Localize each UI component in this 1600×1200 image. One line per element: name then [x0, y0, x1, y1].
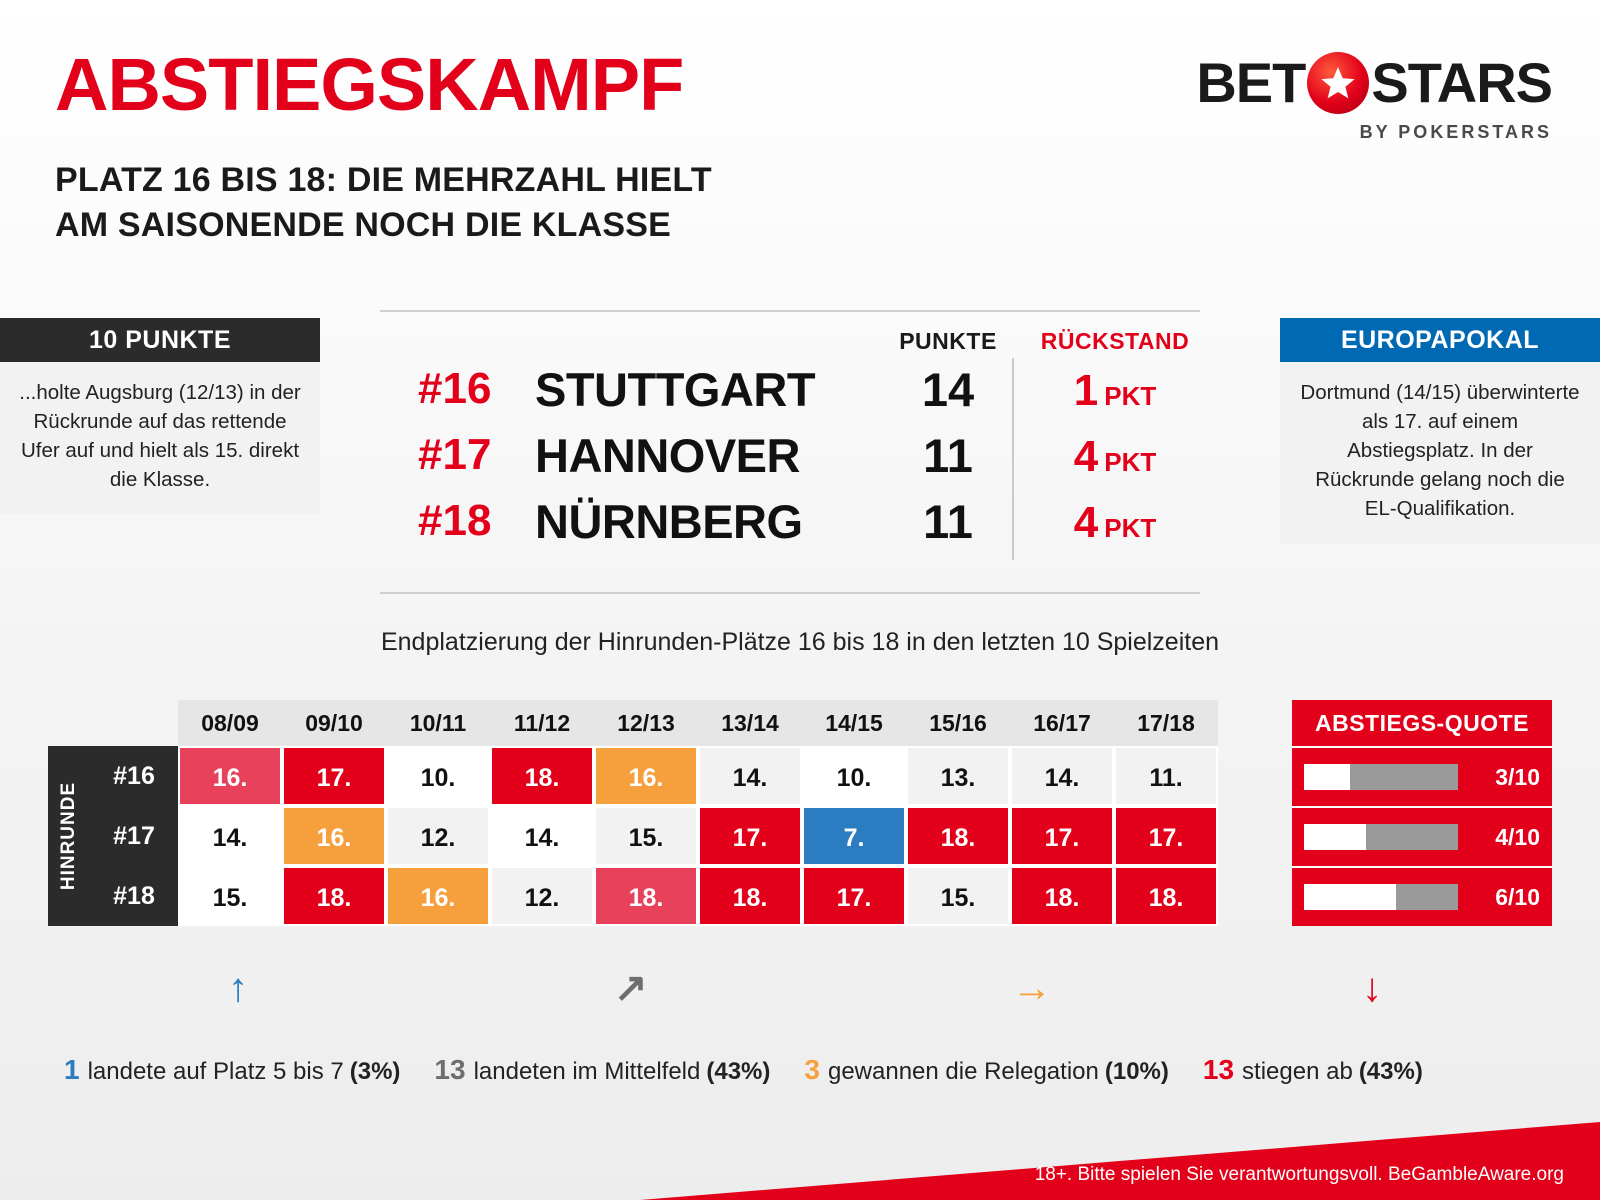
legend-count: 3 — [804, 1054, 820, 1085]
quote-bar-fill — [1304, 884, 1396, 910]
page-subtitle — [55, 158, 712, 248]
row-points: 11 — [923, 495, 973, 548]
footer-wedge — [0, 1122, 1600, 1200]
row-gap-value: 4 — [1073, 498, 1099, 547]
quote-bar-fill — [1304, 764, 1350, 790]
legend-count: 13 — [1202, 1054, 1235, 1085]
matrix-season-header: 09/10 — [282, 700, 386, 746]
table-row — [380, 422, 1200, 488]
matrix-row-label: #16 — [90, 746, 178, 806]
matrix-cell: 18. — [594, 866, 698, 926]
standings-header-row — [380, 312, 1200, 356]
star-ball-icon — [1307, 52, 1369, 114]
mid-section — [0, 296, 1600, 608]
matrix-cell: 12. — [386, 806, 490, 866]
row-gap-unit: PKT — [1104, 447, 1157, 477]
quote-bar — [1304, 884, 1458, 910]
row-gap-unit: PKT — [1104, 381, 1157, 411]
matrix-cell: 15. — [594, 806, 698, 866]
logo-bet-text: BET — [1196, 51, 1306, 114]
legend-text: stiegen ab — [1242, 1058, 1353, 1085]
row-rank: #16 — [418, 364, 492, 413]
legend-text: gewannen die Relegation — [827, 1058, 1099, 1085]
quote-rows — [1292, 746, 1552, 926]
legend-band — [48, 960, 1552, 1028]
logo-tagline: BY POKERSTARS — [1359, 122, 1552, 142]
matrix-season-header: 11/12 — [490, 700, 594, 746]
matrix-row-label: #18 — [90, 866, 178, 926]
matrix-season-header: 10/11 — [386, 700, 490, 746]
matrix-axis-label — [48, 746, 90, 926]
matrix-cell: 17. — [802, 866, 906, 926]
standings-table — [380, 310, 1200, 594]
legend-percent: (10%) — [1104, 1058, 1169, 1085]
footer-text: 18+. Bitte spielen Sie verantwortungsvoll. BeGambleAware.org — [1034, 1164, 1564, 1185]
matrix-row-label: #17 — [90, 806, 178, 866]
legend-percent: (43%) — [706, 1058, 771, 1085]
logo-stars-text: STARS — [1371, 51, 1552, 114]
matrix-row — [90, 866, 1218, 926]
matrix-cell: 16. — [282, 806, 386, 866]
quote-row — [1292, 806, 1552, 866]
legend-count: 13 — [434, 1054, 466, 1085]
matrix-cell: 14. — [698, 746, 802, 806]
quote-bar-fill — [1304, 824, 1366, 850]
matrix-cell: 14. — [1010, 746, 1114, 806]
matrix-cell: 17. — [1114, 806, 1218, 866]
left-callout — [0, 318, 320, 514]
legend-item — [64, 1054, 400, 1086]
matrix-cell: 12. — [490, 866, 594, 926]
page-title: ABSTIEGSKAMPF — [55, 43, 684, 126]
right-callout-caption: EUROPAPOKAL — [1280, 318, 1600, 362]
matrix-cell: 14. — [490, 806, 594, 866]
row-gap-unit: PKT — [1104, 513, 1157, 543]
row-gap-value: 1 — [1073, 366, 1099, 415]
matrix-cell: 17. — [698, 806, 802, 866]
legend-item — [804, 1054, 1169, 1086]
row-gap — [1030, 432, 1200, 482]
left-callout-text: ...holte Augsburg (12/13) in der Rückrunde auf das rettende Ufer auf und hielt als 15. direkt die Klasse. — [0, 362, 320, 514]
matrix-cell: 18. — [1114, 866, 1218, 926]
right-callout — [1280, 318, 1600, 544]
arrow-right-icon: → — [1012, 966, 1052, 1010]
matrix-cell: 18. — [698, 866, 802, 926]
quote-bar — [1304, 764, 1458, 790]
row-points: 11 — [923, 429, 973, 482]
table-row — [380, 488, 1200, 554]
matrix-season-header: 08/09 — [178, 700, 282, 746]
matrix-season-header: 13/14 — [698, 700, 802, 746]
matrix-season-header: 16/17 — [1010, 700, 1114, 746]
matrix-cell: 16. — [386, 866, 490, 926]
quote-row — [1292, 746, 1552, 806]
matrix-cell: 17. — [282, 746, 386, 806]
matrix-season-header: 17/18 — [1114, 700, 1218, 746]
header — [0, 0, 1600, 290]
matrix-axis-label-text: HINRUNDE — [58, 781, 79, 891]
matrix-season-header: 12/13 — [594, 700, 698, 746]
row-points: 14 — [921, 363, 975, 416]
quote-value: 3/10 — [1495, 763, 1540, 790]
row-team: HANNOVER — [535, 429, 800, 482]
matrix-body — [48, 746, 1218, 926]
matrix-season-header: 14/15 — [802, 700, 906, 746]
legend-percent: (43%) — [1358, 1058, 1423, 1085]
matrix-cell: 18. — [906, 806, 1010, 866]
footer — [0, 1122, 1600, 1200]
row-gap-value: 4 — [1073, 432, 1099, 481]
quote-bar — [1304, 824, 1458, 850]
left-callout-caption: 10 PUNKTE — [0, 318, 320, 362]
logo-wordmark — [1196, 52, 1552, 114]
arrow-down-icon: ↓ — [1362, 966, 1382, 1010]
matrix-row — [90, 746, 1218, 806]
matrix-season-header: 15/16 — [906, 700, 1010, 746]
matrix-row — [90, 806, 1218, 866]
row-rank: #18 — [418, 496, 492, 545]
matrix-cell: 16. — [178, 746, 282, 806]
matrix-cell: 18. — [490, 746, 594, 806]
matrix-cell: 18. — [1010, 866, 1114, 926]
subtitle-line-2: AM SAISONENDE NOCH DIE KLASSE — [55, 205, 671, 244]
legend-text: landete auf Platz 5 bis 7 — [87, 1058, 344, 1085]
row-gap — [1030, 366, 1200, 416]
matrix-cell: 15. — [178, 866, 282, 926]
matrix-cell: 14. — [178, 806, 282, 866]
row-team: NÜRNBERG — [535, 495, 803, 548]
matrix-cell: 7. — [802, 806, 906, 866]
right-callout-text: Dortmund (14/15) überwinterte als 17. auf einem Abstiegsplatz. In der Rückrunde gelang noch die EL-Qualifikation. — [1280, 362, 1600, 544]
quote-value: 4/10 — [1495, 823, 1540, 850]
arrow-up-right-icon: ↗ — [614, 966, 648, 1010]
row-team: STUTTGART — [535, 363, 816, 416]
matrix-cell: 13. — [906, 746, 1010, 806]
legend-item — [1203, 1054, 1423, 1086]
column-header-points: PUNKTE — [899, 328, 997, 354]
subtitle-line-1: PLATZ 16 BIS 18: DIE MEHRZAHL HIELT — [55, 161, 712, 199]
legend-count: 1 — [64, 1054, 80, 1085]
quote-value: 6/10 — [1495, 883, 1540, 910]
matrix-cell: 11. — [1114, 746, 1218, 806]
legend-percent: (3%) — [349, 1058, 401, 1085]
row-gap — [1030, 498, 1200, 548]
legend-items — [48, 1048, 1552, 1092]
legend-text: landeten im Mittelfeld — [473, 1058, 701, 1085]
season-matrix — [48, 700, 1218, 926]
row-rank: #17 — [418, 430, 492, 479]
matrix-title: Endplatzierung der Hinrunden-Plätze 16 bis 18 in den letzten 10 Spielzeiten — [380, 628, 1220, 656]
quote-caption: ABSTIEGS-QUOTE — [1292, 700, 1552, 746]
column-header-gap: RÜCKSTAND — [1040, 328, 1190, 354]
quote-row — [1292, 866, 1552, 926]
arrow-up-icon: ↑ — [228, 966, 248, 1010]
legend-item — [434, 1054, 770, 1086]
table-row — [380, 356, 1200, 422]
matrix-cell: 15. — [906, 866, 1010, 926]
matrix-cell: 17. — [1010, 806, 1114, 866]
brand-logo — [1196, 52, 1552, 143]
relegation-quote-panel — [1292, 700, 1552, 926]
matrix-rows — [90, 746, 1218, 926]
matrix-cell: 18. — [282, 866, 386, 926]
matrix-column-headers — [178, 700, 1218, 746]
matrix-cell: 10. — [802, 746, 906, 806]
matrix-cell: 16. — [594, 746, 698, 806]
matrix-cell: 10. — [386, 746, 490, 806]
